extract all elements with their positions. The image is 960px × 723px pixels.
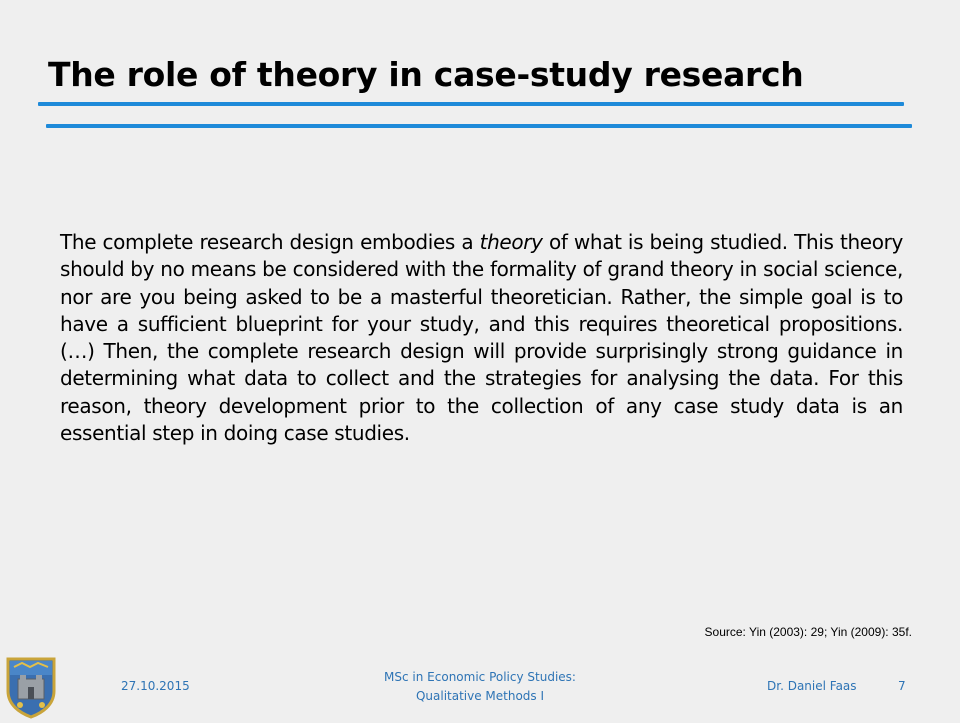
title-underline-top: [38, 102, 904, 106]
quote-text-rest: of what is being studied. This theory should by no means be considered with the formality of grand theory in social science, nor are you being asked to be a masterful theoretician. Rather, the simple goal is to have a sufficient blueprint for your study, and this requires theoretical propositions. (…) Then, the complete research design will provide surprisingly strong guidance in determining what data to collect and the strategies for analysing the data. For this reason, theory development prior to the collection of any case study data is an essential step in doing case studies.: [60, 230, 903, 446]
title-underline-bottom: [46, 124, 912, 128]
source-citation: Source: Yin (2003): 29; Yin (2009): 35f.: [704, 625, 912, 639]
footer-course: [330, 668, 630, 706]
footer-author: Dr. Daniel Faas: [767, 679, 857, 693]
slide-title: The role of theory in case-study research: [48, 55, 804, 94]
footer-course-line2: Qualitative Methods I: [415, 689, 545, 703]
quote-emphasis: theory: [479, 230, 543, 254]
footer-course-line1: MSc in Economic Policy Studies:: [384, 670, 576, 684]
page-number: 7: [898, 679, 906, 693]
footer-date: 27.10.2015: [121, 679, 190, 693]
quote-paragraph: [60, 229, 903, 447]
quote-text-start: The complete research design embodies a: [60, 230, 480, 254]
university-crest-icon: [4, 655, 58, 719]
